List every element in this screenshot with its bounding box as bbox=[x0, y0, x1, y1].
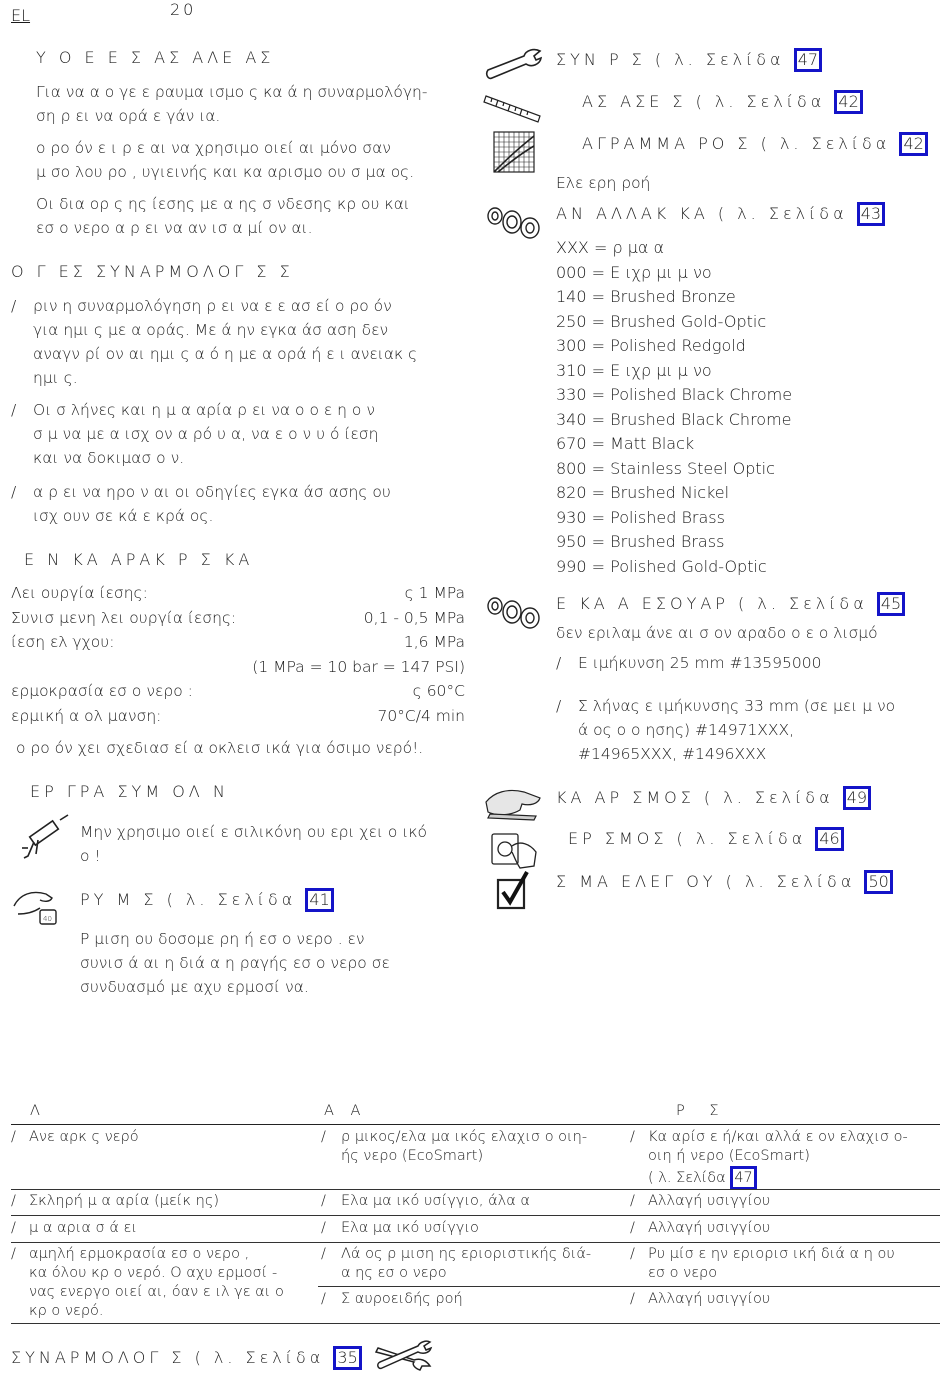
text-line: αναγν ρί ον αι ημι ς α ό η με α ορά ή ε ι ανειακ ς bbox=[33, 345, 418, 363]
color-item: 990 = Polished Gold-Optic bbox=[556, 556, 767, 576]
text-line: μ α αρια σ ά ει bbox=[29, 1220, 137, 1236]
text-line: Σ λήνας ε ιμήκυνσης 33 mm (σε μει μ νο bbox=[578, 697, 896, 715]
table-bottom-rule bbox=[11, 1323, 940, 1324]
not-included-note: δεν εριλαμ άνε αι σ ον αραδο ο ε ο λισμό bbox=[556, 624, 878, 642]
checkmark-icon bbox=[496, 872, 530, 910]
text-line: Ε ιμήκυνση 25 mm #13595000 bbox=[578, 654, 822, 672]
table-cell-cause: / Ελα μα ικό υσίγγιο bbox=[321, 1219, 629, 1238]
heading-text: ΕΡ ΣΜΟΣ ( λ. Σελίδα bbox=[568, 829, 816, 848]
text-line: Ελα μα ικό υσίγγιο, άλα α bbox=[341, 1193, 530, 1209]
text-line: #14965XXX, #1496XXX bbox=[578, 745, 767, 763]
page-ref-link[interactable]: 46 bbox=[815, 827, 843, 851]
text-line: κρ ο νερό. bbox=[29, 1303, 104, 1319]
table-cell-fault: / αμηλή ερμοκρασία εσ ο νερο , κα όλου κρ ο νερό. Ο αχυ ερμοσί - νας ενεργο οιεί αι, όαν ε ιλ γε αι ο κρ ο νερό. bbox=[11, 1245, 317, 1321]
heading-text: Σ ΜΑ ΕΛΕΓ ΟΥ ( λ. Σελίδα bbox=[556, 872, 865, 891]
heading-text: ΑΣ ΑΣΕ Σ ( λ. Σελίδα bbox=[582, 92, 835, 111]
table-cell-remedy: / Κα αρίσ ε ή/και αλλά ε ον ελαχισ ο- οιη ή νερο (EcoSmart) ( λ. Σελίδα 47 bbox=[630, 1128, 940, 1190]
text-line: Μην χρησιμο οιεί ε σιλικόνη ου ερι χει ο ικό bbox=[80, 823, 428, 841]
table-rule bbox=[11, 1215, 940, 1216]
spec-row bbox=[11, 704, 465, 729]
technical-data-heading: Ε Ν ΚΑ ΑΡΑΚ Ρ Σ ΚΑ bbox=[24, 550, 254, 569]
text-line: συνδυασμό με αχυ ερμοσί να. bbox=[80, 978, 309, 996]
accessory-item bbox=[556, 651, 936, 675]
text-line: ισχ ουν σε κά ε κρά ος. bbox=[33, 507, 214, 525]
spare-parts-icon bbox=[486, 202, 542, 240]
text-line: Για να α ο γε ε ραυμα ισμο ς κα ά η συναρμολόγη- bbox=[36, 83, 428, 101]
spec-label: ερμοκρασία εσ ο νερο : bbox=[11, 682, 193, 700]
color-item: 800 = Stainless Steel Optic bbox=[556, 458, 775, 478]
spec-row bbox=[11, 630, 465, 655]
cleaning-heading bbox=[556, 786, 871, 810]
table-cell-remedy: / Αλλαγή υσιγγίου bbox=[630, 1192, 940, 1211]
assembly-bullet-2 bbox=[11, 398, 466, 470]
text-line: Σ αυροειδής ροή bbox=[341, 1291, 463, 1307]
text-line bbox=[648, 1166, 940, 1190]
test-seal-heading bbox=[556, 870, 893, 894]
spec-value: ς 1 MPa bbox=[404, 584, 465, 602]
page-ref-link[interactable]: 42 bbox=[834, 90, 862, 114]
text-line: Αλλαγή υσιγγίου bbox=[648, 1193, 771, 1209]
flow-diagram-heading bbox=[582, 132, 928, 156]
text-line: Οι σ λήνες και η μ α αρία ρ ει να ο ο ε η ο ν bbox=[33, 401, 375, 419]
heading-text: ΣΥΝΑΡΜΟΛΟΓ Σ ( λ. Σελίδα bbox=[11, 1348, 334, 1367]
text-line: ρ μικος/ελα μα ικός ελαχισ ο οιη- bbox=[341, 1129, 588, 1145]
text-line: εσ ο νερο α ρ ει να αν ισ α μί ον αι. bbox=[36, 219, 313, 237]
text-line: Κα αρίσ ε ή/και αλλά ε ον ελαχισ ο- bbox=[648, 1129, 908, 1145]
assembly-footer-heading bbox=[11, 1346, 362, 1370]
spec-value: 1,6 MPa bbox=[403, 633, 465, 651]
spec-label: Συνισ μενη λει ουργία ίεσης: bbox=[11, 608, 237, 627]
color-item: 330 = Polished Black Chrome bbox=[556, 385, 793, 404]
text-line: ά ος ο ο ησης) #14971XXX, bbox=[578, 721, 795, 739]
safety-paragraph-1 bbox=[36, 80, 466, 128]
color-item: 310 = Ε ιχρ μι μ νο bbox=[556, 360, 712, 380]
table-cell-remedy: / Ρυ μίσ ε ην εριορισ ική διά α η ου εσ ο νερο bbox=[630, 1245, 940, 1283]
text-line: Ελα μα ικό υσίγγιο bbox=[341, 1220, 479, 1236]
drinking-water-note: ο ρο όν χει σχεδιασ εί α οκλεισ ικά για όσιμο νερό!. bbox=[16, 739, 424, 757]
accessory-item bbox=[556, 694, 936, 766]
bullet-dash: / bbox=[11, 401, 17, 419]
tools-icon bbox=[374, 1340, 432, 1370]
table-cell-cause: / Σ αυροειδής ροή bbox=[321, 1290, 629, 1309]
table-cell-fault: / μ α αρια σ ά ει bbox=[11, 1219, 311, 1238]
text-line: Λά ος ρ μιση ης εριοριστικής διά- bbox=[341, 1246, 592, 1262]
wrench-icon bbox=[484, 48, 542, 80]
page-number: 20 bbox=[170, 0, 197, 19]
hand-adjust-icon bbox=[12, 884, 62, 928]
bullet-dash: / bbox=[556, 654, 562, 672]
spec-label: ίεση ελ γχου: bbox=[11, 633, 115, 651]
table-cell-remedy: / Αλλαγή υσιγγίου bbox=[630, 1290, 940, 1309]
table-rule bbox=[11, 1189, 940, 1190]
spec-label: Λει ουργία ίεσης: bbox=[11, 584, 148, 602]
operation-heading bbox=[568, 827, 844, 851]
silicone-warning bbox=[80, 820, 470, 868]
heading-text: ΡΥ Μ Σ ( λ. Σελίδα bbox=[80, 890, 306, 909]
symbols-heading: ΕΡ ΓΡΑ ΣΥΜ ΟΛ Ν bbox=[30, 782, 229, 801]
page-ref-link[interactable]: 49 bbox=[843, 786, 871, 810]
page-ref-link[interactable]: 35 bbox=[333, 1346, 361, 1370]
bullet-dash: / bbox=[11, 483, 17, 501]
table-rule bbox=[318, 1286, 940, 1287]
table-cell-fault: / Ανε αρκ ς νερό bbox=[11, 1128, 311, 1147]
text-line: Οι δια ορ ς ης ίεσης με α ης σ νδεσης κρ ου και bbox=[36, 195, 410, 213]
text-line: ο ρο όν ε ι ρ ε αι να χρησιμο οιεί αι μόνο σαν bbox=[36, 139, 391, 157]
text-line: Σκληρή μ α αρία (μείκ ης) bbox=[29, 1193, 220, 1209]
text-line: α ρ ει να ηρο ν αι οι οδηγίες εγκα άσ ασης ου bbox=[33, 483, 391, 501]
color-item: 340 = Brushed Black Chrome bbox=[556, 409, 792, 429]
spec-value: 70°C/4 min bbox=[377, 706, 465, 725]
table-top-rule bbox=[11, 1124, 940, 1125]
spec-value: ς 60°C bbox=[412, 682, 465, 700]
table-header-remedy: Ρ Σ bbox=[676, 1103, 729, 1119]
color-item: 820 = Brushed Nickel bbox=[556, 483, 730, 502]
adjustment-heading bbox=[80, 888, 334, 912]
text-line: για ημι ς με α οράς. Με ά ην εγκα άσ αση δεν bbox=[33, 321, 389, 339]
page-ref-link[interactable]: 47 bbox=[730, 1166, 756, 1190]
heading-text: Ε ΚΑ Α ΕΣΟΥΑΡ ( λ. Σελίδα bbox=[556, 594, 877, 613]
heading-text: ΚΑ ΑΡ ΣΜΟΣ ( λ. Σελίδα bbox=[556, 788, 843, 807]
table-cell-cause: / ρ μικος/ελα μα ικός ελαχισ ο οιη- ής νερο (EcoSmart) bbox=[321, 1128, 629, 1166]
svg-text:40: 40 bbox=[43, 915, 52, 923]
text-line: νας ενεργο οιεί αι, όαν ε ιλ γε αι ο bbox=[29, 1284, 284, 1300]
color-item: 250 = Brushed Gold-Optic bbox=[556, 311, 767, 331]
dimensions-heading bbox=[582, 90, 863, 114]
spec-value: 0,1 - 0,5 MPa bbox=[363, 608, 465, 627]
page-ref-link[interactable]: 43 bbox=[857, 202, 885, 226]
color-item: XXX = ρ μα α bbox=[556, 238, 665, 257]
text-line: αμηλή ερμοκρασία εσ ο νερο , bbox=[29, 1246, 250, 1262]
spec-row bbox=[11, 606, 465, 631]
text-line: οιη ή νερο (EcoSmart) bbox=[648, 1148, 810, 1164]
heading-text: ΣΥΝ Ρ Σ ( λ. Σελίδα bbox=[556, 50, 794, 69]
assembly-instructions-heading: Ο Γ ΕΣ ΣΥΝΑΡΜΟΛΟΓ Σ Σ bbox=[11, 262, 294, 281]
table-cell-cause: / Ελα μα ικό υσίγγιο, άλα α bbox=[321, 1192, 629, 1211]
language-code: EL bbox=[11, 6, 31, 25]
text-line: Ρ μιση ου δοσομε ρη ή εσ ο νερο . εν bbox=[80, 930, 365, 948]
free-flow-label: Ελε ερη ροή bbox=[556, 174, 651, 192]
spec-value: (1 MPa = 10 bar = 147 PSI) bbox=[252, 657, 465, 676]
color-item: 300 = Polished Redgold bbox=[556, 336, 746, 355]
table-rule bbox=[11, 1242, 940, 1243]
spec-table bbox=[11, 581, 465, 728]
page-ref-link[interactable]: 45 bbox=[877, 592, 905, 616]
adjustment-text bbox=[80, 927, 470, 999]
text-line: Αλλαγή υσιγγίου bbox=[648, 1291, 771, 1307]
color-item: 670 = Matt Black bbox=[556, 434, 695, 453]
service-heading bbox=[556, 48, 822, 72]
text-line: κα όλου κρ ο νερό. Ο αχυ ερμοσί - bbox=[29, 1265, 278, 1281]
table-cell-remedy: / Αλλαγή υσιγγίου bbox=[630, 1219, 940, 1238]
bullet-dash: / bbox=[11, 297, 17, 315]
spec-row bbox=[11, 679, 465, 704]
text-line: ής νερο (EcoSmart) bbox=[341, 1148, 484, 1164]
assembly-bullet-3 bbox=[11, 480, 466, 528]
finish-colors-list bbox=[556, 236, 792, 579]
text-line: εσ ο νερο bbox=[648, 1265, 718, 1281]
ref-text: ( λ. Σελίδα bbox=[648, 1170, 731, 1186]
table-header-fault: Λ bbox=[30, 1103, 40, 1119]
cleaning-hand-icon bbox=[484, 786, 544, 822]
text-line: Αλλαγή υσιγγίου bbox=[648, 1220, 771, 1236]
heading-text: ΑΓΡΑΜΜΑ ΡΟ Σ ( λ. Σελίδα bbox=[582, 134, 900, 153]
bullet-dash: / bbox=[556, 697, 562, 715]
safety-paragraph-3 bbox=[36, 192, 466, 240]
silicone-gun-icon bbox=[16, 818, 72, 864]
spare-parts-heading bbox=[556, 202, 885, 226]
safety-heading: Υ Ο Ε Ε Σ ΑΣ ΑΛΕ ΑΣ bbox=[36, 48, 275, 67]
spec-row bbox=[11, 581, 465, 606]
color-item: 930 = Polished Brass bbox=[556, 507, 725, 527]
spec-row bbox=[11, 655, 465, 680]
ruler-icon bbox=[484, 90, 542, 124]
accessories-icon bbox=[486, 592, 542, 630]
accessories-heading bbox=[556, 592, 905, 616]
text-line: σ μ να με α ισχ ον α ρό υ α, να ε ο ν υ ό ίεση bbox=[33, 425, 379, 443]
text-line: ση ρ ει να ορά ε γάν ια. bbox=[36, 107, 221, 125]
page-ref-link[interactable]: 42 bbox=[899, 132, 927, 156]
text-line: Ανε αρκ ς νερό bbox=[29, 1129, 139, 1145]
safety-paragraph-2 bbox=[36, 136, 466, 184]
text-line: Ρυ μίσ ε ην εριορισ ική διά α η ου bbox=[648, 1246, 895, 1262]
page-ref-link[interactable]: 50 bbox=[864, 870, 892, 894]
table-cell-cause: / Λά ος ρ μιση ης εριοριστικής διά- α ης εσ ο νερο bbox=[321, 1245, 629, 1283]
text-line: συνισ ά αι η διά α η ραγής εσ ο νερο σε bbox=[80, 954, 390, 972]
color-item: 950 = Brushed Brass bbox=[556, 532, 725, 551]
color-item: 000 = Ε ιχρ μι μ νο bbox=[556, 262, 712, 282]
operation-hand-icon bbox=[490, 826, 540, 870]
spec-label: ερμική α ολ μανση: bbox=[11, 706, 162, 725]
page-ref-link[interactable]: 47 bbox=[794, 48, 822, 72]
text-line: ημι ς. bbox=[33, 369, 78, 387]
assembly-bullet-1 bbox=[11, 294, 466, 390]
flow-chart-icon bbox=[494, 132, 534, 172]
text-line: και να δοκιμασ ο ν. bbox=[33, 449, 185, 467]
page-ref-link[interactable]: 41 bbox=[305, 888, 333, 912]
text-line: α ης εσ ο νερο bbox=[341, 1265, 447, 1281]
text-line: ριν η συναρμολόγηση ρ ει να ε ε ασ εί ο ρο όν bbox=[33, 297, 392, 315]
heading-text: ΑΝ ΑΛΛΑΚ ΚΑ ( λ. Σελίδα bbox=[556, 204, 857, 223]
text-line: μ σο λου ρο , υγιεινής και κα αρισμο ου σ μα ος. bbox=[36, 163, 415, 181]
text-line: ο ! bbox=[80, 847, 101, 865]
table-header-cause: Α Α bbox=[324, 1103, 367, 1119]
table-cell-fault: / Σκληρή μ α αρία (μείκ ης) bbox=[11, 1192, 311, 1211]
color-item: 140 = Brushed Bronze bbox=[556, 287, 736, 306]
